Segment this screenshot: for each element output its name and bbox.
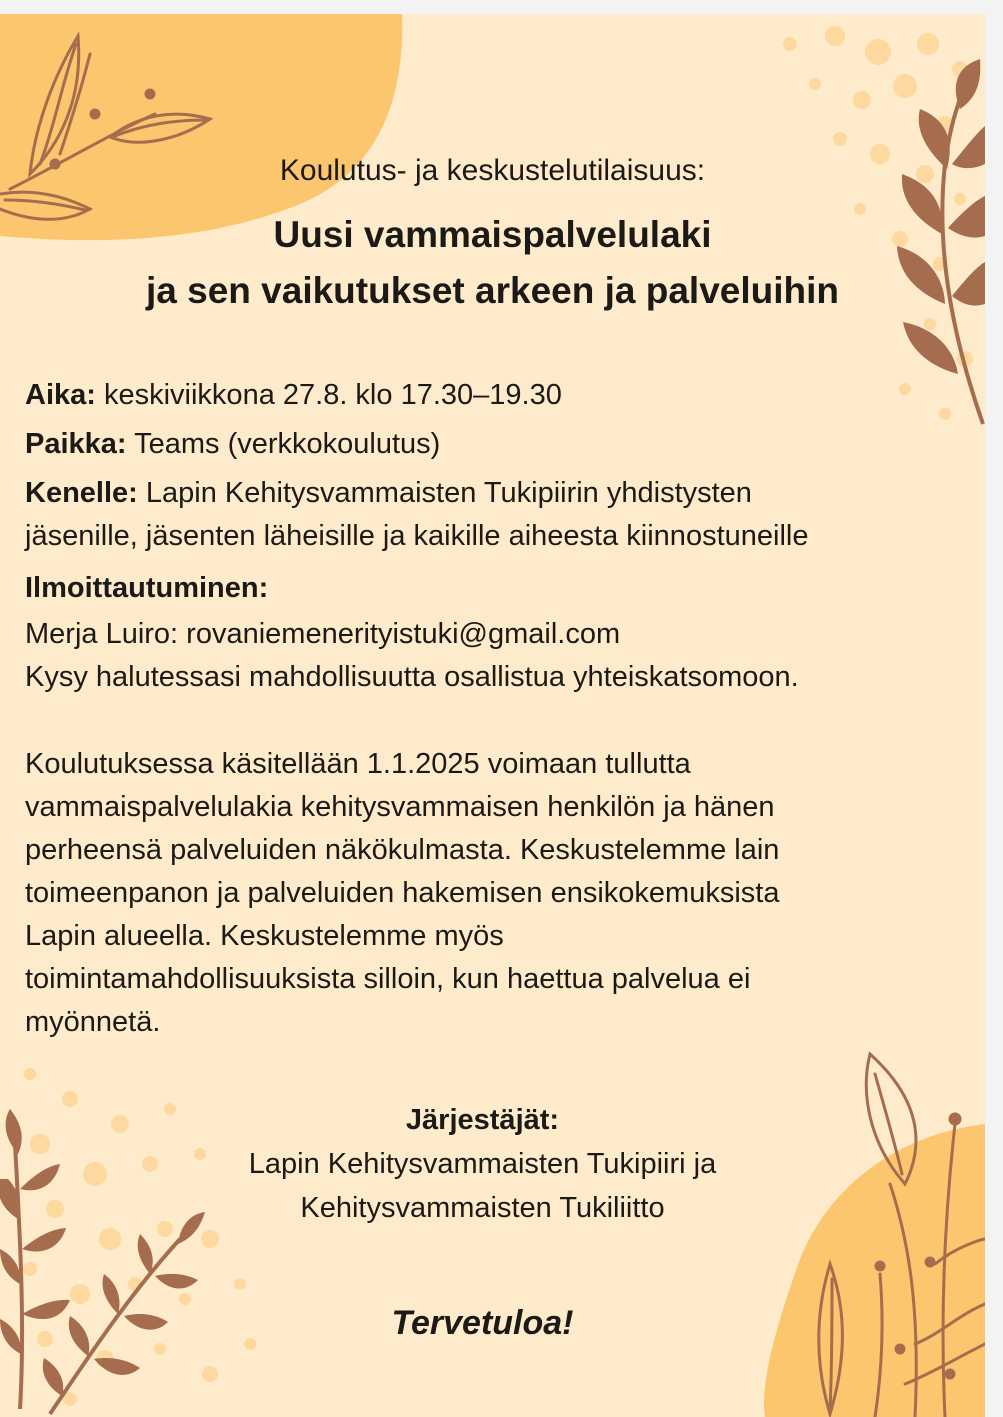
place-value: Teams (verkkokoulutus) bbox=[126, 428, 441, 460]
audience-value-line2: jäsenille, jäsenten läheisille ja kaikille aiheesta kiinnostuneille bbox=[25, 520, 809, 552]
event-title-line1: Uusi vammaispalvelulaki bbox=[273, 214, 712, 255]
organizers-line2: Kehitysvammaisten Tukiliitto bbox=[300, 1192, 665, 1224]
page-margin bbox=[985, 0, 1003, 1417]
event-title-line2: ja sen vaikutukset arkeen ja palveluihin bbox=[145, 270, 840, 311]
event-subtitle: Koulutus- ja keskustelutilaisuus: bbox=[279, 154, 706, 187]
description-line: Lapin alueella. Keskustelemme myös bbox=[25, 920, 504, 952]
time-value: keskiviikkona 27.8. klo 17.30–19.30 bbox=[95, 379, 562, 411]
audience-row bbox=[25, 472, 752, 515]
welcome-text: Tervetuloa! bbox=[391, 1304, 574, 1342]
description-line: toimeenpanon ja palveluiden hakemisen ensikokemuksista bbox=[25, 877, 780, 909]
registration-label: Ilmoittautuminen: bbox=[25, 572, 269, 604]
registration-contact[interactable]: Merja Luiro: rovaniemenerityistuki@gmail.com bbox=[25, 618, 621, 650]
description-line: Koulutuksessa käsitellään 1.1.2025 voimaan tullutta bbox=[25, 748, 691, 780]
audience-label: Kenelle: bbox=[25, 477, 138, 509]
description-line: perheensä palveluiden näkökulmasta. Keskustelemme lain bbox=[25, 834, 780, 866]
description-line: toimintamahdollisuuksista silloin, kun haettua palvelua ei bbox=[25, 963, 751, 995]
poster bbox=[0, 14, 985, 1417]
place-row bbox=[25, 423, 440, 466]
time-label: Aika: bbox=[25, 379, 96, 411]
place-label: Paikka: bbox=[25, 428, 127, 460]
description-line: vammaispalvelulakia kehitysvammaisen henkilön ja hänen bbox=[25, 791, 775, 823]
audience-value-line1: Lapin Kehitysvammaisten Tukipiirin yhdistysten bbox=[137, 477, 752, 509]
description-line: myönnetä. bbox=[25, 1006, 161, 1038]
registration-note: Kysy halutessasi mahdollisuutta osallistua yhteiskatsomoon. bbox=[25, 661, 799, 693]
time-row bbox=[25, 374, 562, 417]
organizers-line1: Lapin Kehitysvammaisten Tukipiiri ja bbox=[248, 1148, 717, 1180]
organizers-label: Järjestäjät: bbox=[405, 1104, 560, 1136]
